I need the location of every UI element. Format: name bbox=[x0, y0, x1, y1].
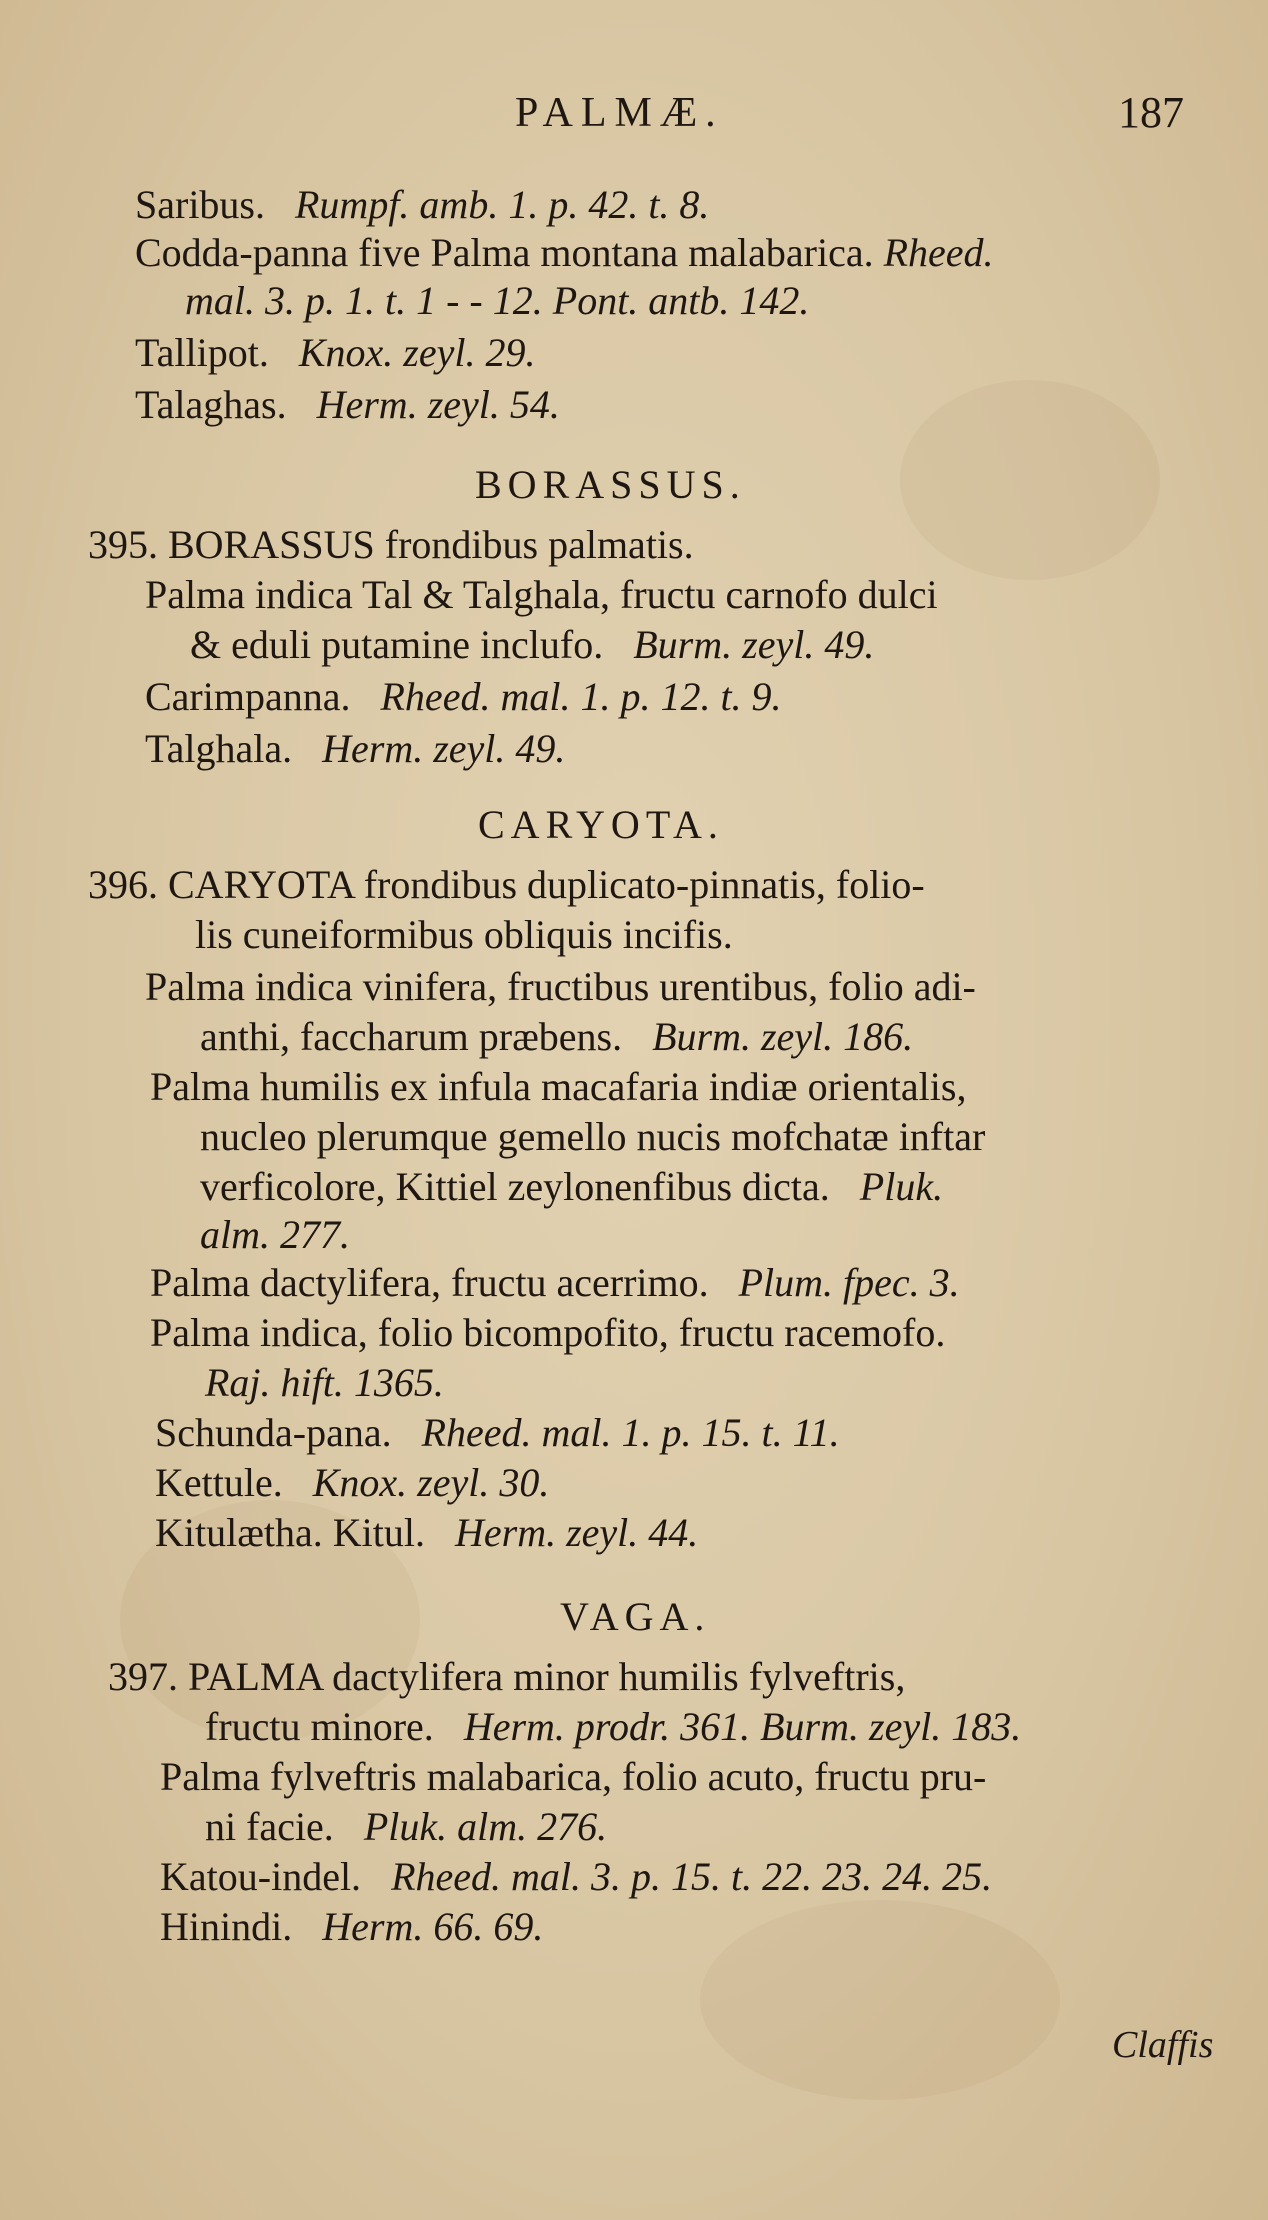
entry-line bbox=[135, 228, 994, 278]
citation: Knox. zeyl. 30. bbox=[312, 1460, 550, 1505]
entry-line bbox=[155, 1458, 549, 1508]
entry-line bbox=[145, 962, 976, 1012]
citation: Raj. hift. 1365. bbox=[205, 1360, 444, 1405]
entry-text: anthi, faccharum præbens. bbox=[200, 1014, 623, 1059]
entry-text: Katou-indel. bbox=[160, 1854, 362, 1899]
entry-line bbox=[200, 1162, 943, 1212]
citation: Rheed. mal. 3. p. 15. t. 22. 23. 24. 25. bbox=[391, 1854, 993, 1899]
entry-line bbox=[160, 1902, 543, 1952]
entry-text: Kitulætha. Kitul. bbox=[155, 1510, 425, 1555]
entry-text: Palma fylveftris malabarica, folio acuto, fructu pru- bbox=[160, 1754, 987, 1799]
catchword: Claffis bbox=[1112, 2024, 1214, 2066]
entry-line bbox=[145, 570, 938, 620]
entry-line bbox=[145, 724, 565, 774]
citation: Rumpf. amb. 1. p. 42. t. 8. bbox=[295, 182, 710, 227]
entry-text: Kettule. bbox=[155, 1460, 283, 1505]
paper-stain bbox=[900, 380, 1160, 580]
citation: Rheed. mal. 1. p. 15. t. 11. bbox=[421, 1410, 840, 1455]
page-number: 187 bbox=[1118, 88, 1184, 137]
entry-text: Talaghas. bbox=[135, 382, 287, 427]
entry-line bbox=[135, 380, 560, 430]
citation: Herm. zeyl. 49. bbox=[322, 726, 566, 771]
citation: Herm. zeyl. 44. bbox=[455, 1510, 699, 1555]
citation: Knox. zeyl. 29. bbox=[298, 330, 536, 375]
entry-text: Palma humilis ex infula macafaria indiæ orientalis, bbox=[150, 1064, 967, 1109]
citation: Burm. zeyl. 49. bbox=[633, 622, 875, 667]
citation: Pluk. alm. 276. bbox=[363, 1804, 608, 1849]
entry-line bbox=[160, 1852, 992, 1902]
citation: Herm. 66. 69. bbox=[322, 1904, 544, 1949]
entry-text: 396. CARYOTA frondibus duplicato-pinnatis, folio- bbox=[88, 862, 925, 907]
entry-line bbox=[150, 1258, 960, 1308]
paper-stain bbox=[700, 1900, 1060, 2100]
entry-line bbox=[88, 520, 694, 570]
entry-text: 395. BORASSUS frondibus palmatis. bbox=[88, 522, 694, 567]
section-heading: CARYOTA. bbox=[478, 802, 724, 847]
citation: Herm. prodr. 361. Burm. zeyl. 183. bbox=[463, 1704, 1022, 1749]
entry-text: Carimpanna. bbox=[145, 674, 351, 719]
entry-line bbox=[200, 1012, 913, 1062]
citation: mal. 3. p. 1. t. 1 - - 12. Pont. antb. 142. bbox=[185, 278, 810, 323]
running-title: PALMÆ. bbox=[515, 90, 724, 136]
citation: Rheed. bbox=[883, 230, 994, 275]
entry-line bbox=[195, 910, 733, 960]
entry-text: & eduli putamine inclufo. bbox=[190, 622, 604, 667]
entry-line bbox=[200, 1210, 350, 1260]
entry-text: Palma dactylifera, fructu acerrimo. bbox=[150, 1260, 709, 1305]
section-heading: VAGA. bbox=[560, 1594, 711, 1639]
citation: alm. 277. bbox=[200, 1212, 350, 1257]
entry-line bbox=[135, 328, 535, 378]
entry-line bbox=[88, 860, 925, 910]
entry-text: Palma indica Tal & Talghala, fructu carnofo dulci bbox=[145, 572, 938, 617]
entry-text: fructu minore. bbox=[205, 1704, 434, 1749]
entry-text: lis cuneiformibus obliquis incifis. bbox=[195, 912, 733, 957]
citation: Pluk. bbox=[859, 1164, 944, 1209]
entry-line bbox=[108, 1652, 905, 1702]
entry-line bbox=[205, 1702, 1021, 1752]
entry-line bbox=[160, 1752, 986, 1802]
entry-line bbox=[190, 620, 874, 670]
section-heading: BORASSUS. bbox=[475, 462, 746, 507]
entry-text: 397. PALMA dactylifera minor humilis fylveftris, bbox=[108, 1654, 906, 1699]
entry-text: Schunda-pana. bbox=[155, 1410, 392, 1455]
entry-text: Palma indica, folio bicompofito, fructu racemofo. bbox=[150, 1310, 946, 1355]
entry-line bbox=[150, 1062, 966, 1112]
entry-line bbox=[155, 1408, 840, 1458]
entry-line bbox=[135, 180, 709, 230]
entry-line bbox=[205, 1802, 607, 1852]
entry-line bbox=[205, 1358, 444, 1408]
entry-text: Palma indica vinifera, fructibus urentibus, folio adi- bbox=[145, 964, 976, 1009]
entry-text: Talghala. bbox=[145, 726, 293, 771]
entry-line bbox=[150, 1308, 945, 1358]
entry-text: verficolore, Kittiel zeylonenfibus dicta. bbox=[200, 1164, 830, 1209]
entry-line bbox=[145, 672, 782, 722]
entry-line bbox=[200, 1112, 985, 1162]
entry-text: nucleo plerumque gemello nucis mofchatæ inftar bbox=[200, 1114, 986, 1159]
entry-text: Hinindi. bbox=[160, 1904, 293, 1949]
citation: Herm. zeyl. 54. bbox=[316, 382, 560, 427]
entry-text: Codda-panna five Palma montana malabarica. bbox=[135, 230, 874, 275]
entry-text: ni facie. bbox=[205, 1804, 334, 1849]
entry-line bbox=[155, 1508, 698, 1558]
entry-line bbox=[185, 276, 809, 326]
citation: Plum. fpec. 3. bbox=[738, 1260, 960, 1305]
entry-text: Tallipot. bbox=[135, 330, 269, 375]
citation: Burm. zeyl. 186. bbox=[652, 1014, 914, 1059]
citation: Rheed. mal. 1. p. 12. t. 9. bbox=[380, 674, 782, 719]
entry-text: Saribus. bbox=[135, 182, 265, 227]
